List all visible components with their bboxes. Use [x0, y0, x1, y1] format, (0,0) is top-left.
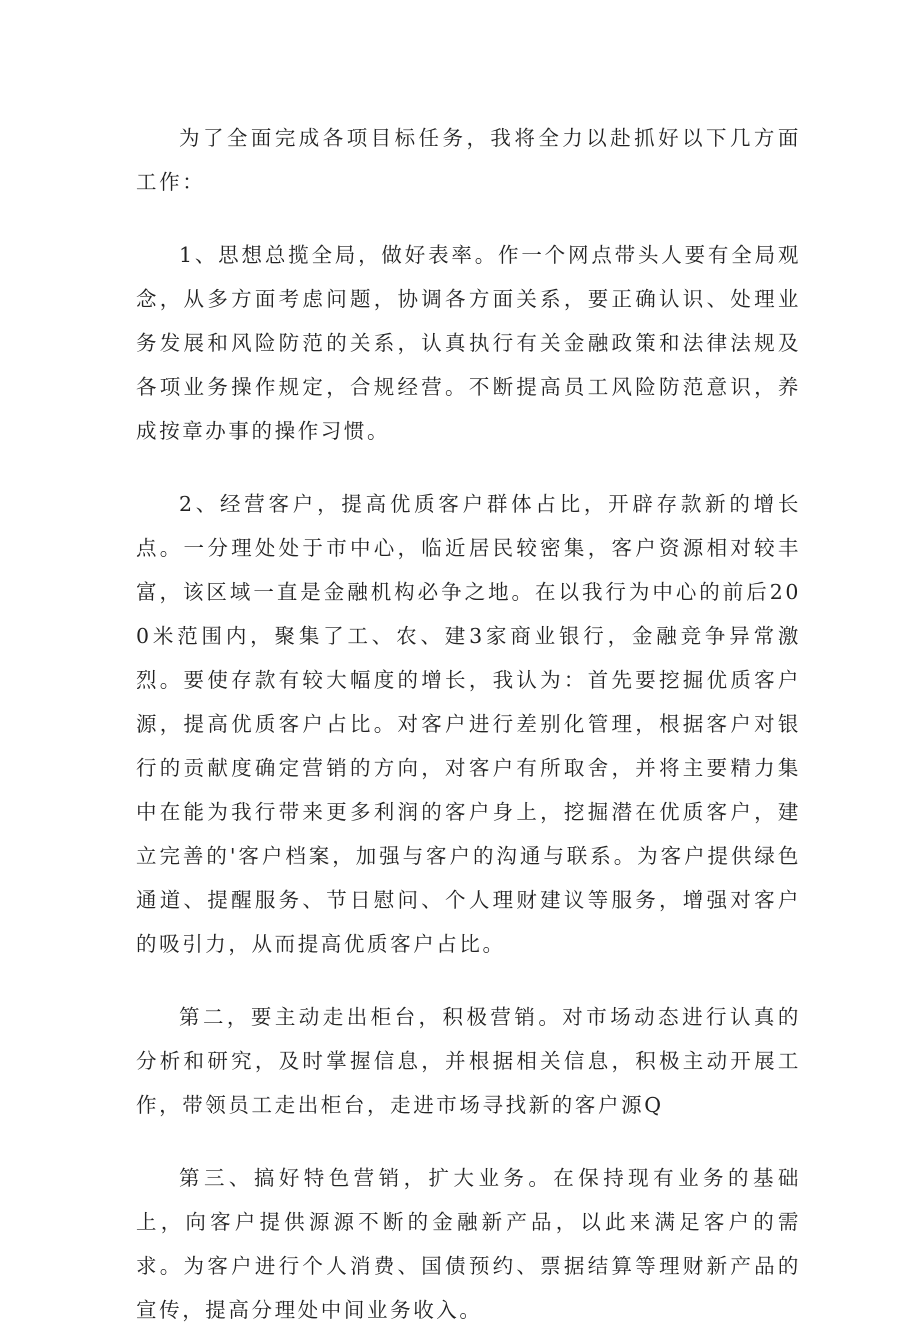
paragraph-second-active-marketing: 第二，要主动走出柜台，积极营销。对市场动态进行认真的分析和研究，及时掌握信息，并根据相关信息，积极主动开展工作，带领员工走出柜台，走进市场寻找新的客户源Q: [136, 1005, 801, 1117]
paragraph-third-special-marketing: 第三、搞好特色营销，扩大业务。在保持现有业务的基础上，向客户提供源源不断的金融新产品，以此来满足客户的需求。为客户进行个人消费、国债预约、票据结算等理财新产品的宣传，提高分理处中间业务收入。: [136, 1166, 801, 1322]
document-body: [136, 116, 801, 1332]
intro-paragraph: 为了全面完成各项目标任务，我将全力以赴抓好以下几方面工作：: [136, 126, 801, 194]
paragraph-2-customer-management: 2、经营客户，提高优质客户群体占比，开辟存款新的增长点。一分理处处于市中心，临近居民较密集，客户资源相对较丰富，该区域一直是金融机构必争之地。在以我行为中心的前后200米范围内，聚集了工、农、建3家商业银行，金融竞争异常激烈。要使存款有较大幅度的增长，我认为：首先要挖掘优质客户源，提高优质客户占比。对客户进行差别化管理，根据客户对银行的贡献度确定营销的方向，对客户有所取舍，并将主要精力集中在能为我行带来更多利润的客户身上，挖掘潜在优质客户，建立完善的'客户档案，加强与客户的沟通与联系。为客户提供绿色通道、提醒服务、节日慰问、个人理财建议等服务，增强对客户的吸引力，从而提高优质客户占比。: [136, 492, 801, 956]
paragraph-1-overall-view: 1、思想总揽全局，做好表率。作一个网点带头人要有全局观念，从多方面考虑问题，协调各方面关系，要正确认识、处理业务发展和风险防范的关系，认真执行有关金融政策和法律法规及各项业务操作规定，合规经营。不断提高员工风险防范意识，养成按章办事的操作习惯。: [136, 243, 801, 443]
